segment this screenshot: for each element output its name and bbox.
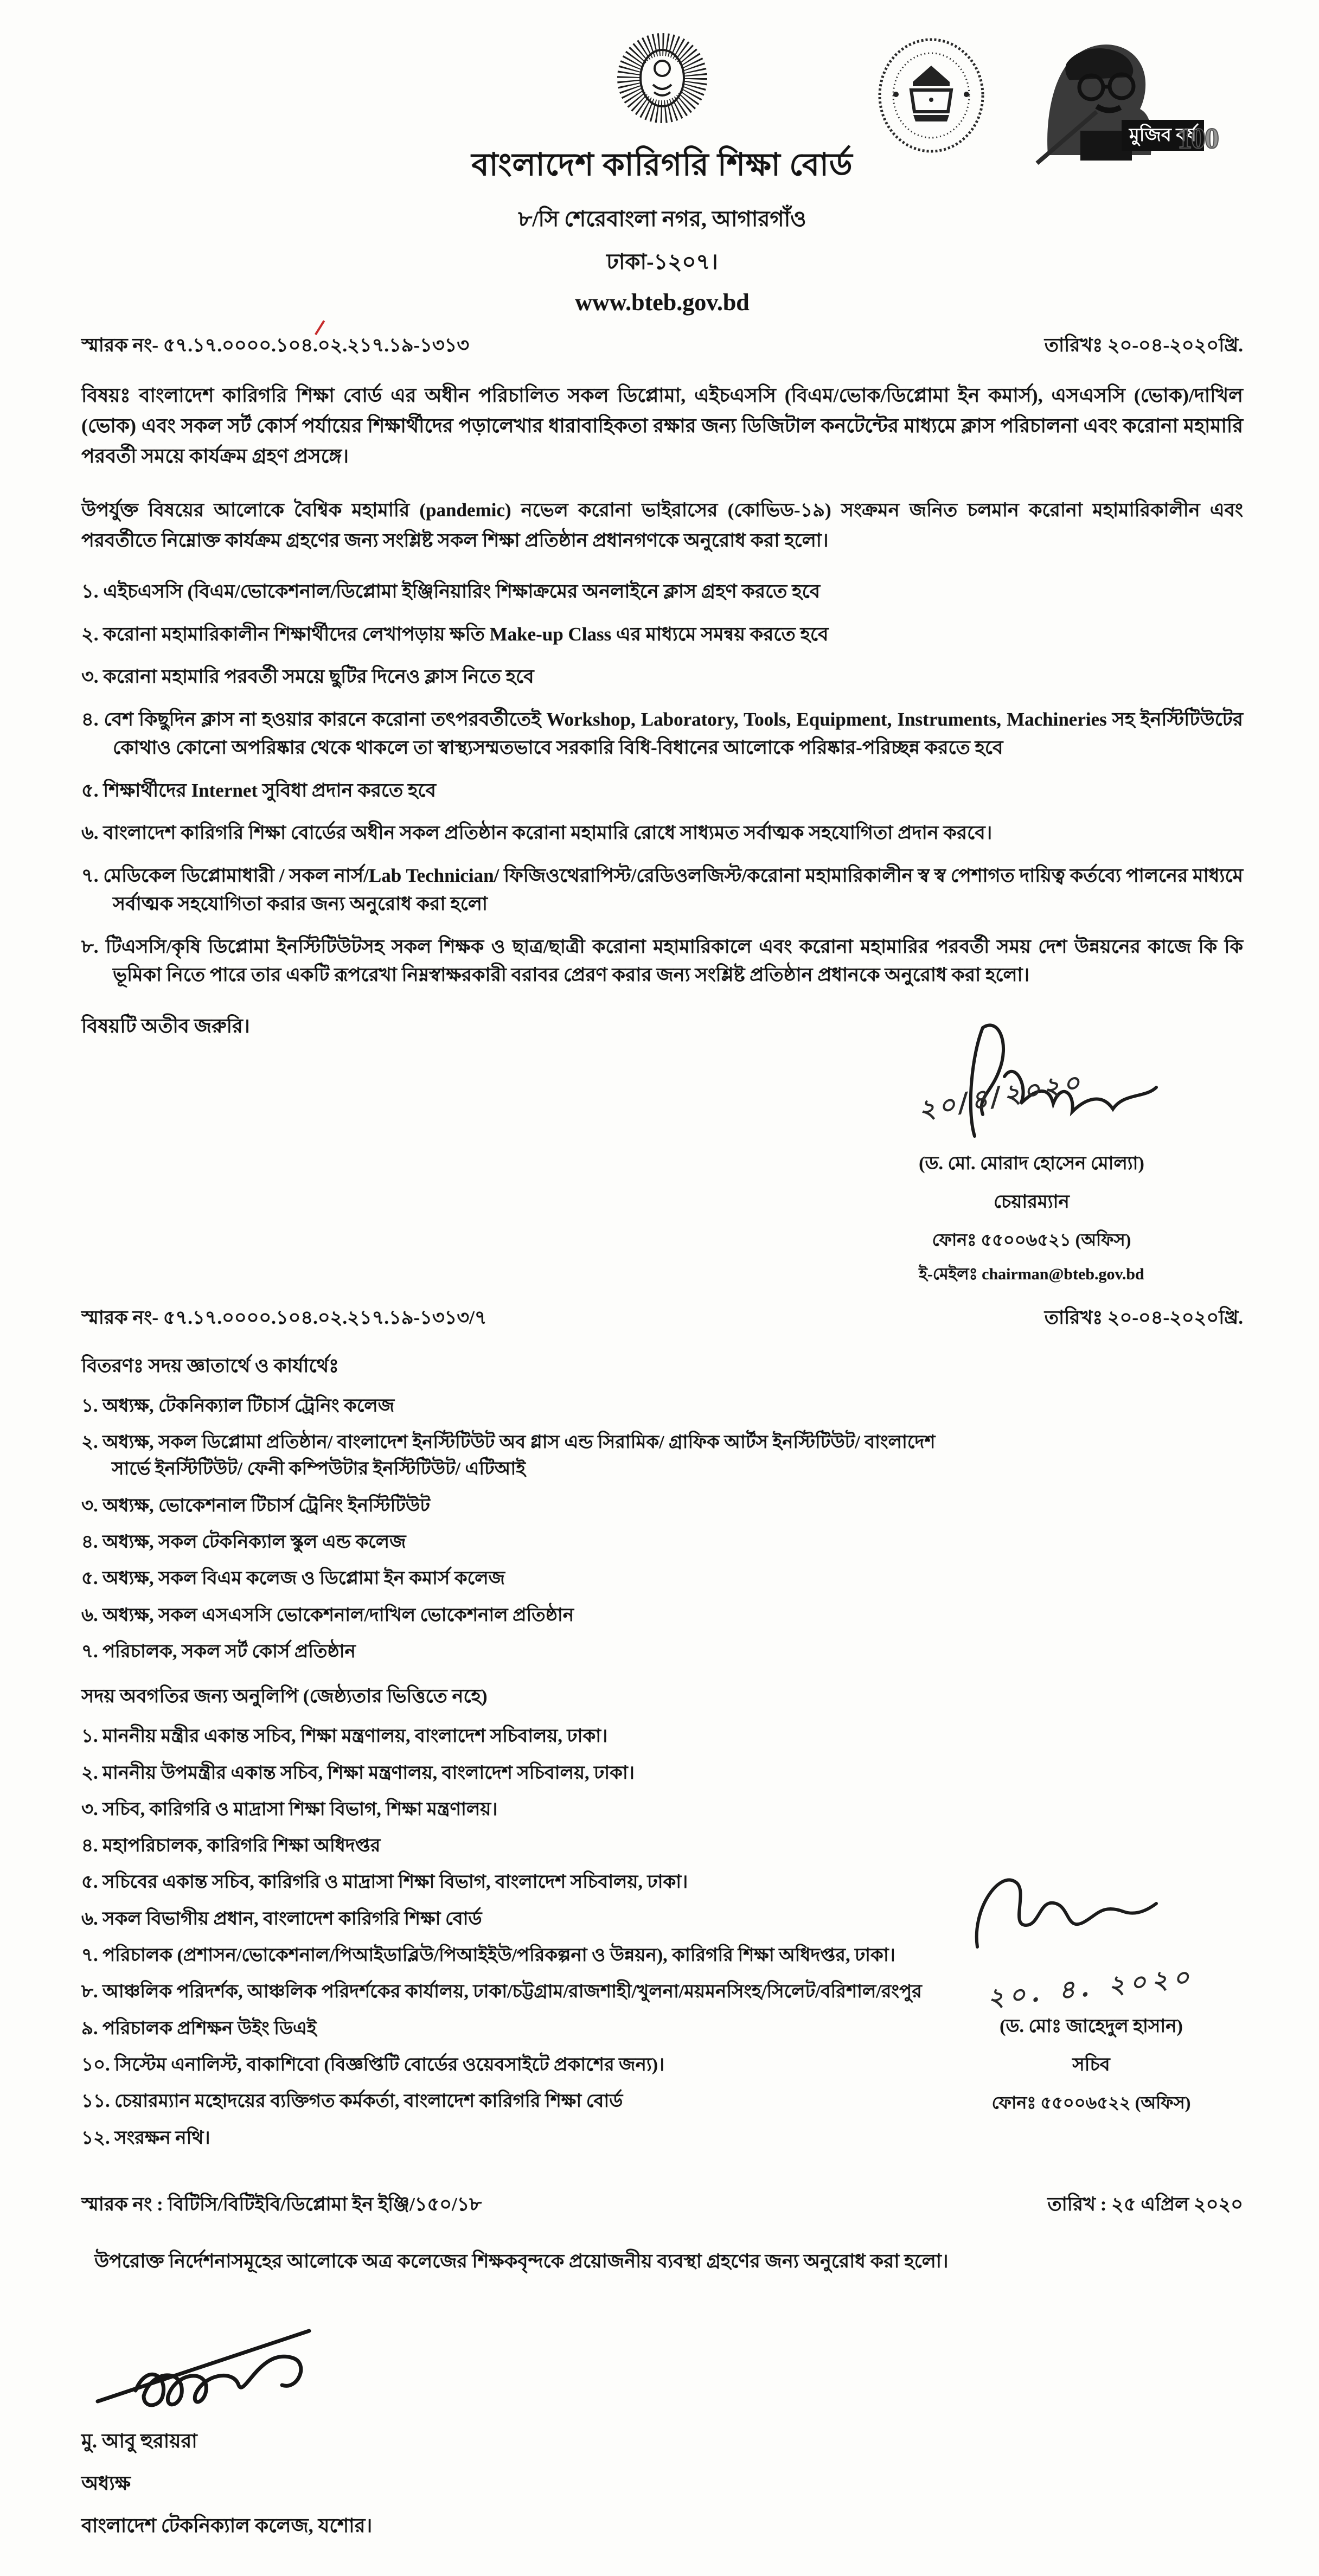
distribution-item: ৪. অধ্যক্ষ, সকল টেকনিক্যাল স্কুল এন্ড কলেজ [81,1532,406,1553]
chairman-email: ই-মেইলঃ chairman@bteb.gov.bd [919,1265,1144,1283]
copy-item: ১. মাননীয় মন্ত্রীর একান্ত সচিব, শিক্ষা মন্ত্রণালয়, বাংলাদেশ সচিবালয়, ঢাকা। [81,1726,608,1747]
distribution-list [81,1393,960,1665]
principal-signature-image [81,2298,385,2423]
memo1-date: তারিখঃ ২০-০৪-২০২০খ্রি. [1044,335,1243,356]
secretary-title: সচিব [1072,2055,1110,2075]
distribution-item: ৭. পরিচালক, সকল সর্ট কোর্স প্রতিষ্ঠান [81,1641,356,1662]
memo3-date: তারিখ : ২৫ এপ্রিল ২০২০ [1047,2193,1243,2215]
chairman-phone: ফোনঃ ৫৫০০৬৫২১ (অফিস) [932,1229,1131,1249]
chairman-title: চেয়ারম্যান [994,1191,1070,1212]
directive-item: ১. এইচএসসি (বিএম/ভোকেশনাল/ডিপ্লোমা ইঞ্জিনিয়ারিং শিক্ষাক্রমের অনলাইনে ক্লাস গ্রহণ করতে হবে [81,581,821,603]
mujib-logo-label: মুজিব বর্ষ [1122,120,1204,151]
mujib-100-logo [1015,30,1218,166]
chairman-signature-block [820,1011,1243,1289]
memo2-row [81,1303,1243,1335]
org-address-line2: ঢাকা-১২০৭। [606,249,718,274]
subject-paragraph: বিষয়ঃ বাংলাদেশ কারিগরি শিক্ষা বোর্ড এর অধীন পরিচালিত সকল ডিপ্লোমা, এইচএসসি (বিএম/ভোক/ডিপ্লোমা ইন কমার্স), এসএসসি (ভোক)/দাখিল (ভোক) এবং সকল সর্ট কোর্স পর্যায়ের শিক্ষার্থীদের পড়ালেখার ধারাবাহিকতা রক্ষার জন্য ডিজিটাল কনটেন্টের মাধ্যমে ক্লাস পরিচালনা এবং করোনা মহামারি পরবর্তী সময়ে কার্যক্রম গ্রহণ প্রসঙ্গে। [81,385,1243,467]
copy-item: ১০. সিস্টেম এনালিস্ট, বাকাশিবো (বিজ্ঞপ্তিটি বোর্ডের ওয়েবসাইটে প্রকাশের জন্য)। [81,2054,665,2075]
copy-item: ৯. পরিচালক প্রশিক্ষন উইং ডিএই [81,2018,317,2039]
intro-paragraph: উপর্যুক্ত বিষয়ের আলোকে বৈশ্বিক মহামারি (pandemic) নভেল করোনা ভাইরাসের (কোভিড-১৯) সংক্রমন জনিত চলমান করোনা মহামারিকালীন এবং পরবর্তীতে নিম্নোক্ত কার্যক্রম গ্রহণের জন্য সংশ্লিষ্ট সকল শিক্ষা প্রতিষ্ঠান প্রধানগণকে অনুরোধ করা হলো। [81,499,1243,552]
directive-item: ৩. করোনা মহামারি পরবর্তী সময়ে ছুটির দিনেও ক্লাস নিতে হবে [81,666,534,688]
bteb-emblem-icon [611,24,714,132]
copy-item: ৮. আঞ্চলিক পরিদর্শক, আঞ্চলিক পরিদর্শকের কার্যালয়, ঢাকা/চট্টগ্রাম/রাজশাহী/খুলনা/ময়মনসিংহ/সিলেট/বরিশাল/রংপুর [81,1982,922,2002]
distribution-item: ১. অধ্যক্ষ, টেকনিক্যাল টিচার্স ট্রেনিং কলেজ [81,1395,395,1416]
directive-item: ৬. বাংলাদেশ কারিগরি শিক্ষা বোর্ডের অধীন সকল প্রতিষ্ঠান করোনা মহামারি রোধে সাধ্যমত সর্বাত্মক সহযোগিতা প্রদান করবে। [81,822,993,844]
principal-org: বাংলাদেশ টেকনিক্যাল কলেজ, যশোর। [81,2514,373,2536]
directive-item: ২. করোনা মহামারিকালীন শিক্ষার্থীদের লেখাপড়ায় ক্ষতি Make-up Class এর মাধ্যমে সমন্বয় করতে হবে [81,623,829,645]
memo2-number: স্মারক নং- ৫৭.১৭.০০০০.১০৪.০২.২১৭.১৯-১৩১৩/৭ [81,1306,487,1328]
directive-item: ৮. টিএসসি/কৃষি ডিপ্লোমা ইনস্টিটিউটসহ সকল শিক্ষক ও ছাত্র/ছাত্রী করোনা মহামারিকালে এবং করোনা মহামারির পরবর্তী সময় দেশ উন্নয়নের কাজে কি কি ভূমিকা নিতে পারে তার একটি রূপরেখা নিম্নস্বাক্ষরকারী বরাবর প্রেরণ করার জন্য সংশ্লিষ্ট প্রতিষ্ঠান প্রধানকে অনুরোধ করা হলো। [81,935,1243,986]
principal-signature-block [81,2298,418,2543]
copies-list [81,1723,960,2151]
copy-item: ৪. মহাপরিচালক, কারিগরি শিক্ষা অধিদপ্তর [81,1836,381,1856]
copy-item: ৬. সকল বিভাগীয় প্রধান, বাংলাদেশ কারিগরি শিক্ষা বোর্ড [81,1908,482,1929]
directive-item: ৪. বেশ কিছুদিন ক্লাস না হওয়ার কারনে করোনা তৎপরবর্তীতেই Workshop, Laboratory, Tools, Equipment, Instruments, Machineries সহ ইনস্টিটিউটের কোথাও কোনো অপরিষ্কার থেকে থাকলে তা স্বাস্থ্যসম্মতভাবে সরকারি বিধি-বিধানের আলোকে পরিষ্কার-পরিচ্ছন্ন করতে হবে [81,708,1243,759]
org-website: www.bteb.gov.bd [575,289,750,316]
distribution-item: ৬. অধ্যক্ষ, সকল এসএসসি ভোকেশনাল/দাখিল ভোকেশনাল প্রতিষ্ঠান [81,1605,574,1625]
chairman-handwritten-date: ২০/৪/২০২০ [915,1066,1086,1126]
principal-title: অধ্যক্ষ [81,2472,131,2494]
distribution-item: ৩. অধ্যক্ষ, ভোকেশনাল টিচার্স ট্রেনিং ইনস্টিটিউট [81,1495,430,1516]
memo3-row [81,2189,1243,2221]
secretary-name: (ড. মোঃ জাহেদুল হাসান) [1000,2016,1183,2037]
directive-item: ৫. শিক্ষার্থীদের Internet সুবিধা প্রদান করতে হবে [81,779,436,801]
memo1-number [81,330,469,362]
copy-item: ৫. সচিবের একান্ত সচিব, কারিগরি ও মাদ্রাসা শিক্ষা বিভাগ, বাংলাদেশ সচিবালয়, ঢাকা। [81,1872,688,1893]
secretary-handwritten-date: ২০. ৪. ২০২০ [986,1962,1196,2013]
distribution-heading: বিতরণঃ সদয় জ্ঞাতার্থে ও কার্যার্থেঃ [81,1355,339,1376]
urgent-note: বিষয়টি অতীব জরুরি। [81,1015,250,1037]
directive-item: ৭. মেডিকেল ডিপ্লোমাধারী / সকল নার্স/Lab Technician/ ফিজিওথেরাপিস্ট/রেডিওলজিস্ট/করোনা মহামারিকালীন স্ব স্ব পেশাগত দায়িত্ব কর্তব্যে পালনের মাধ্যমে সর্বাত্মক সহযোগিতা করার জন্য অনুরোধ করা হলো [81,864,1243,915]
principal-name: মু. আবু হুরায়রা [81,2430,197,2452]
copy-item: ৩. সচিব, কারিগরি ও মাদ্রাসা শিক্ষা বিভাগ, শিক্ষা মন্ত্রণালয়। [81,1799,498,1819]
org-name: বাংলাদেশ কারিগরি শিক্ষা বোর্ড [471,147,853,182]
copies-heading: সদয় অবগতির জন্য অনুলিপি (জেষ্ঠ্যতার ভিত্তিতে নহে) [81,1686,488,1707]
board-seal-icon [874,36,988,155]
secretary-phone: ফোনঃ ৫৫০০৬৫২২ (অফিস) [991,2093,1191,2113]
distribution-item: ২. অধ্যক্ষ, সকল ডিপ্লোমা প্রতিষ্ঠান/ বাংলাদেশ ইনস্টিটিউট অব গ্লাস এন্ড সিরামিক/ গ্রাফিক আর্টস ইনস্টিটিউট/ বাংলাদেশ সার্ভে ইনস্টিটিউট/ ফেনী কম্পিউটার ইনস্টিটিউট/ এটিআই [81,1432,936,1479]
memo2-date: তারিখঃ ২০-০৪-২০২০খ্রি. [1044,1306,1243,1328]
copies-section [81,1681,1243,2151]
org-address-line1: ৮/সি শেরেবাংলা নগর, আগারগাঁও [518,207,806,231]
copy-item: ১১. চেয়ারম্যান মহোদয়ের ব্যক্তিগত কর্মকর্তা, বাংলাদেশ কারিগরি শিক্ষা বোর্ড [81,2091,623,2112]
copy-item: ২. মাননীয় উপমন্ত্রীর একান্ত সচিব, শিক্ষা মন্ত্রণালয়, বাংলাদেশ সচিবালয়, ঢাকা। [81,1763,635,1783]
copy-item: ১২. সংরক্ষন নথি। [81,2128,210,2148]
copy-item: ৭. পরিচালক (প্রশাসন/ভোকেশনাল/পিআইডাব্লিউ/পিআইইউ/পরিকল্পনা ও উন্নয়ন), কারিগরি শিক্ষা অধিদপ্তর, ঢাকা। [81,1945,895,1966]
letterhead [81,20,1243,316]
closing-paragraph: উপরোক্ত নির্দেশনাসমূহের আলোকে অত্র কলেজের শিক্ষকবৃন্দকে প্রয়োজনীয় ব্যবস্থা গ্রহণের জন্য অনুরোধ করা হলো। [94,2250,949,2272]
chairman-name: (ড. মো. মোরাদ হোসেন মোল্যা) [919,1153,1144,1174]
mujib-logo-100: 100 [1177,122,1218,155]
memo1-row [81,330,1243,362]
directives-list [81,578,1243,990]
memo3-number: স্মারক নং : বিটিসি/বিটিইবি/ডিপ্লোমা ইন ইঞ্জি/১৫০/১৮ [81,2193,482,2215]
secretary-signature-block [939,1860,1243,2118]
memo1-number-text: স্মারক নং- ৫৭.১৭.০০০০.১০৪.০২.২১৭.১৯-১৩১৩ [81,335,470,356]
distribution-item: ৫. অধ্যক্ষ, সকল বিএম কলেজ ও ডিপ্লোমা ইন কমার্স কলেজ [81,1568,505,1589]
